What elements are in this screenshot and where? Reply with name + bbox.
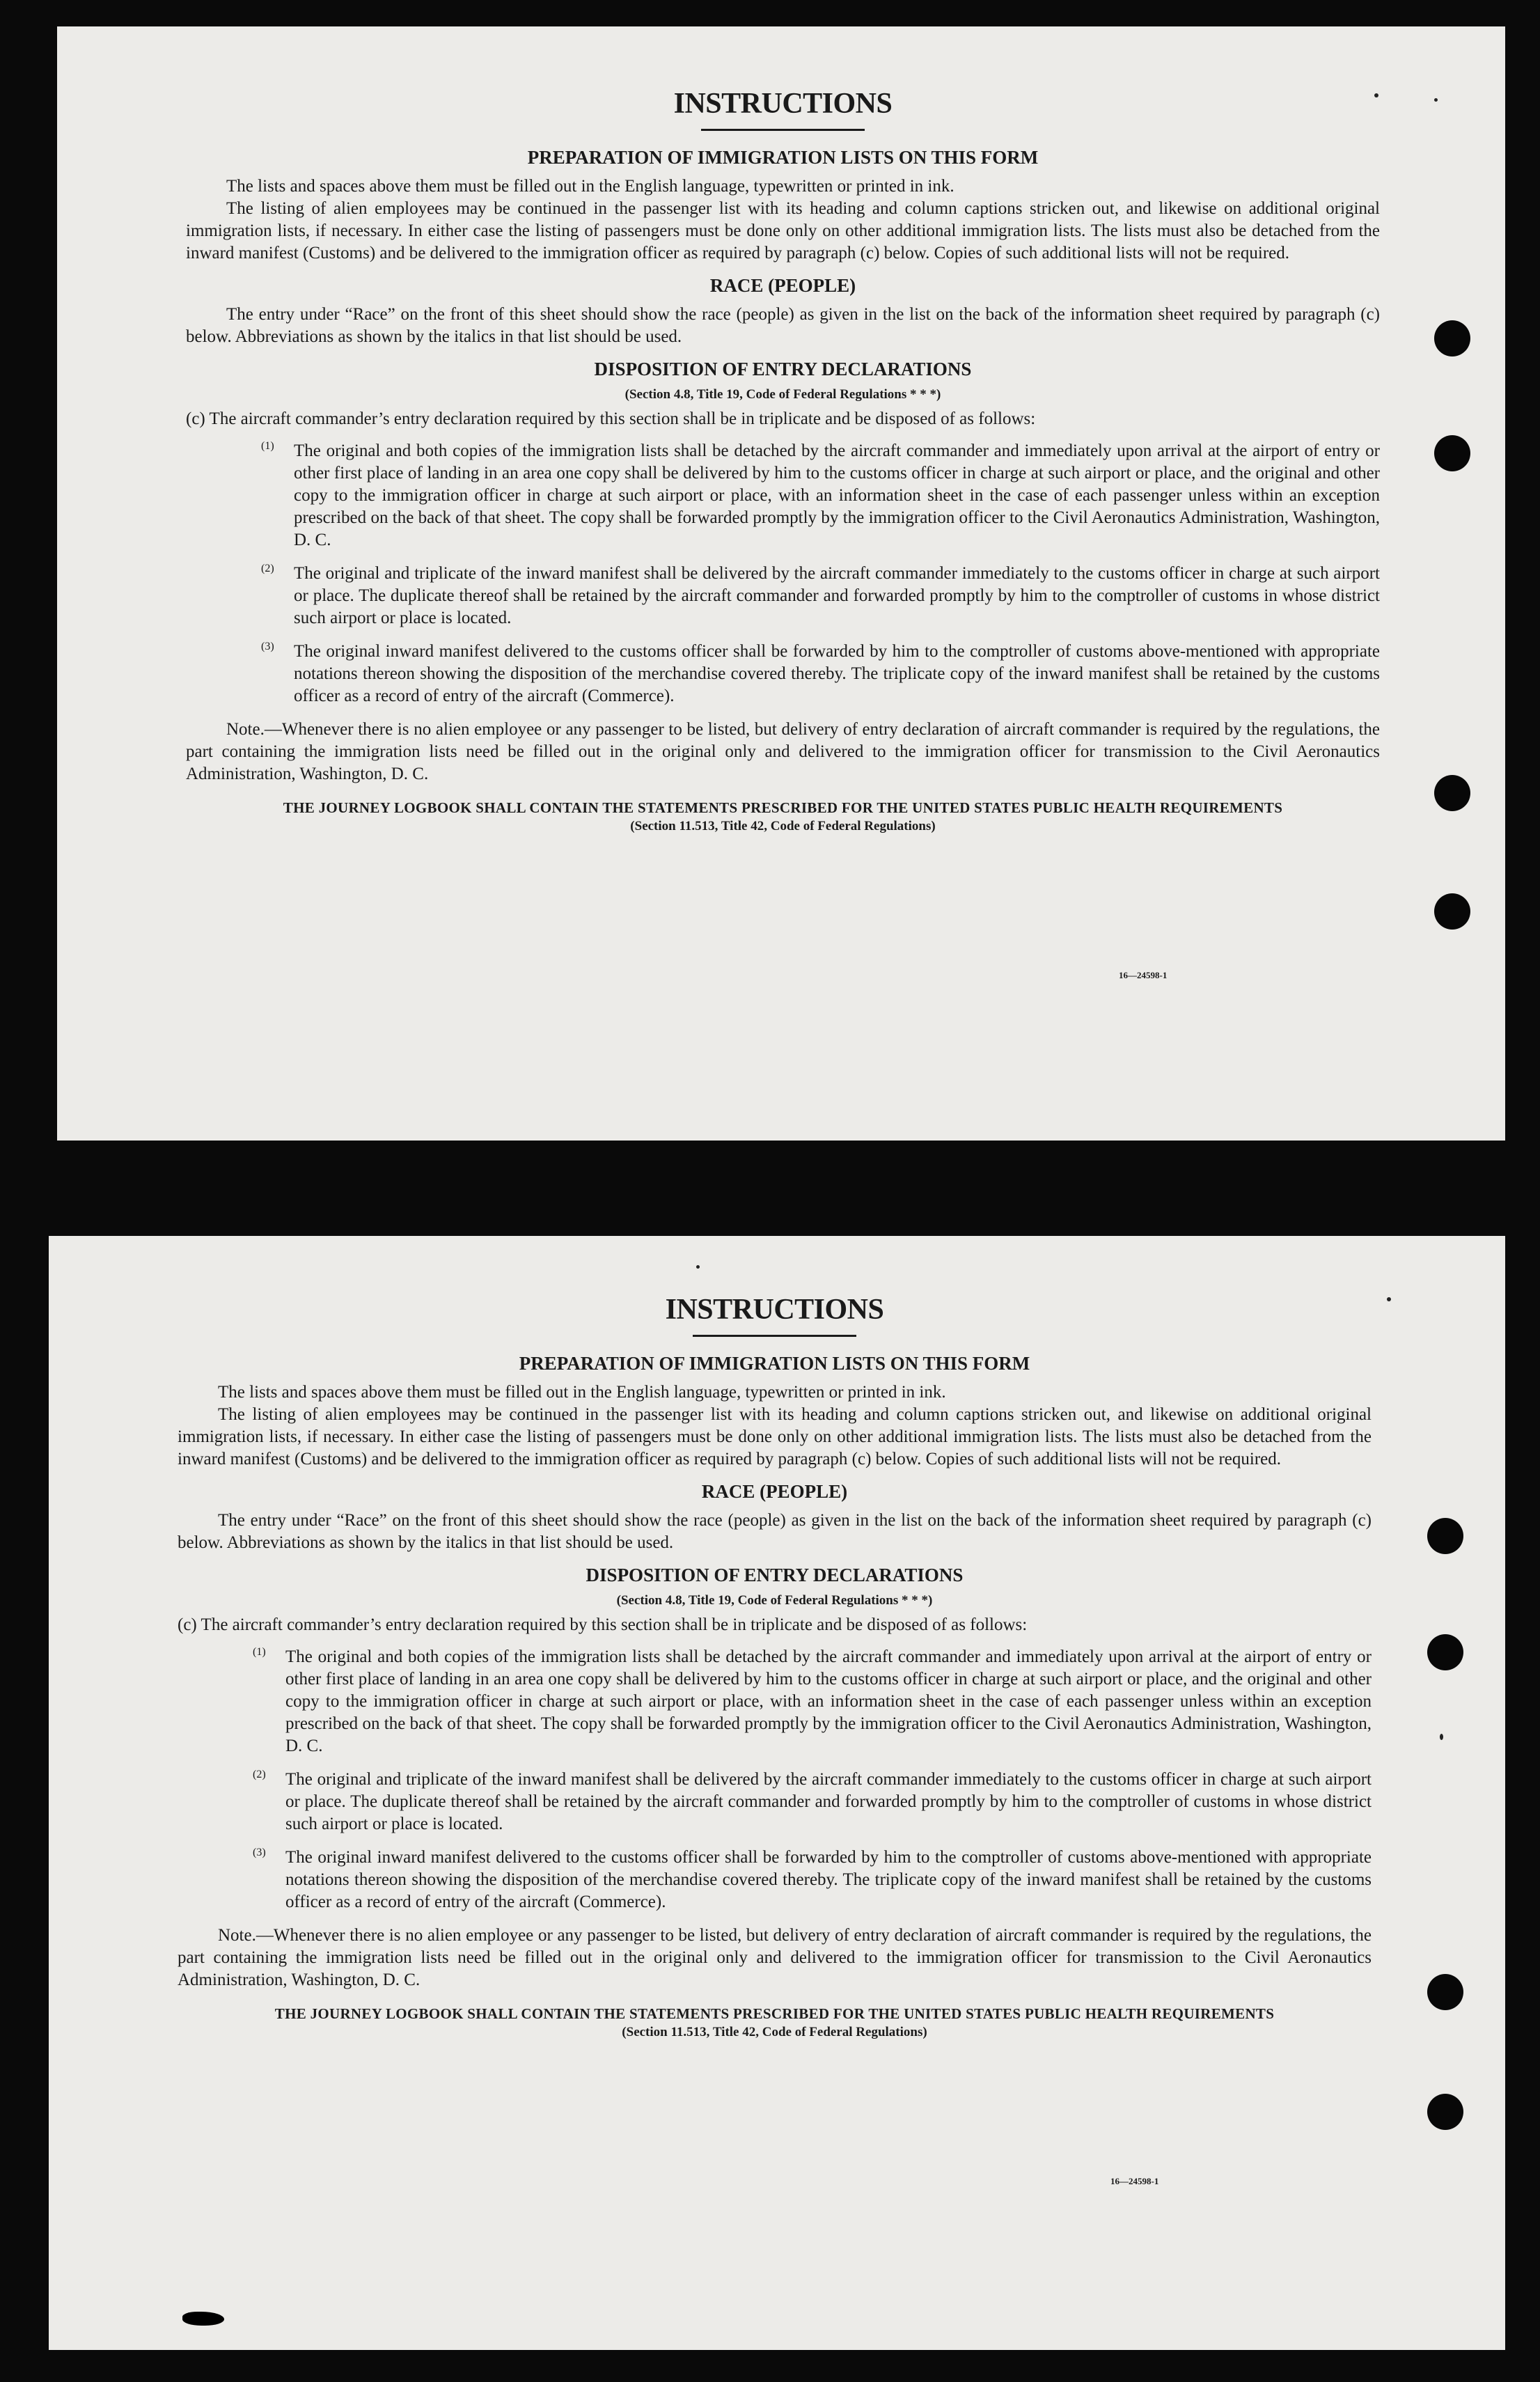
form-number: 16—24598-1 [1119,970,1168,980]
note-paragraph: Note.—Whenever there is no alien employee or any passenger to be listed, but delivery of entry declaration of aircraft commander is required by the regulations, the part containing the immigration lists need be filled out in the original only and delivered to the immigration officer for transmission to the Civil Aeronautics Administration, Washington, D. C. [178,1926,1372,1989]
document-sheet-top [57,26,1505,1141]
section-heading-disposition: DISPOSITION OF ENTRY DECLARATIONS [586,1565,964,1585]
section-heading-race: RACE (PEOPLE) [709,275,856,296]
health-requirements-heading: THE JOURNEY LOGBOOK SHALL CONTAIN THE STATEMENTS PRESCRIBED FOR THE UNITED STATES PUBLIC HEALTH REQUIREMENTS [283,799,1283,816]
punch-hole-icon [1427,2094,1463,2130]
punch-hole-icon [1427,1518,1463,1554]
list-item [178,1769,1372,1835]
document-sheet-bottom [49,1236,1505,2350]
list-item-number: (2) [253,1769,266,1780]
list-item [178,1646,1372,1757]
punch-hole-icon [1427,1634,1463,1670]
page-title: INSTRUCTIONS [665,1294,884,1326]
list-item-number: (3) [261,641,274,652]
paragraph-prep-2: The listing of alien employees may be continued in the passenger list with its heading and column captions stricken out, and likewise on additional original immigration lists, if necessary. In either case the listing of passengers must be done only on other additional immigration lists. The lists must also be detached from the inward manifest (Customs) and be delivered to the immigration officer as required by paragraph (c) below. Copies of such additional lists will not be required. [186,199,1380,263]
list-item-number: (1) [253,1646,266,1658]
punch-hole-icon [1434,775,1470,811]
sheet-content [178,1292,1372,2042]
list-item-text: The original and triplicate of the inward manifest shall be delivered by the aircraft commander immediately to the customs officer in charge at such airport or place. The duplicate thereof shall be retained by the aircraft commander and forwarded promptly by him to the comptroller of customs in whose district such airport or place is located. [294,564,1380,627]
paragraph-c: (c) The aircraft commander’s entry declaration required by this section shall be in triplicate and be disposed of as follows: [186,409,1036,428]
punch-hole-icon [1427,1974,1463,2010]
speck-icon [696,1265,700,1269]
list-item-number: (3) [253,1847,266,1858]
speck-icon [1434,98,1438,102]
sheet-content [186,86,1380,836]
section-heading-race: RACE (PEOPLE) [701,1481,848,1502]
page-title: INSTRUCTIONS [673,88,893,120]
title-underline [693,1335,856,1337]
list-item [186,563,1380,629]
health-requirements-reference: (Section 11.513, Title 42, Code of Federal Regulations) [622,2025,927,2039]
list-item-text: The original inward manifest delivered to the customs officer shall be forwarded by him to the comptroller of customs above-mentioned with appropriate notations thereon showing the disposition of the merchandise covered thereby. The triplicate copy of the inward manifest shall be retained by the customs officer as a record of entry of the aircraft (Commerce). [294,642,1380,705]
form-number: 16—24598-1 [1110,2176,1159,2186]
list-item-text: The original and triplicate of the inward manifest shall be delivered by the aircraft commander immediately to the customs officer in charge at such airport or place. The duplicate thereof shall be retained by the aircraft commander and forwarded promptly by him to the comptroller of customs in whose district such airport or place is located. [285,1770,1372,1833]
paragraph-prep-1: The lists and spaces above them must be filled out in the English language, typewritten or printed in ink. [226,177,954,196]
list-item-text: The original inward manifest delivered to the customs officer shall be forwarded by him to the comptroller of customs above-mentioned with appropriate notations thereon showing the disposition of the merchandise covered thereby. The triplicate copy of the inward manifest shall be retained by the customs officer as a record of entry of the aircraft (Commerce). [285,1848,1372,1911]
section-reference: (Section 4.8, Title 19, Code of Federal Regulations * * *) [624,387,941,402]
list-item [178,1847,1372,1913]
punch-hole-icon [1434,893,1470,930]
paragraph-prep-1: The lists and spaces above them must be filled out in the English language, typewritten or printed in ink. [218,1383,946,1402]
note-paragraph: Note.—Whenever there is no alien employee or any passenger to be listed, but delivery of entry declaration of aircraft commander is required by the regulations, the part containing the immigration lists need be filled out in the original only and delivered to the immigration officer for transmission to the Civil Aeronautics Administration, Washington, D. C. [186,720,1380,783]
list-item-text: The original and both copies of the immigration lists shall be detached by the aircraft commander and immediately upon arrival at the airport of entry or other first place of landing in an area one copy shall be delivered by him to the customs officer in charge at such airport or place, and the original and other copy to the immigration officer in charge at such airport or place, with an information sheet in the case of each passenger unless within an exception prescribed on the back of that sheet. The copy shall be forwarded promptly by the immigration officer to the Civil Aeronautics Administration, Washington, D. C. [294,441,1380,549]
list-item-number: (1) [261,440,274,452]
health-requirements-heading: THE JOURNEY LOGBOOK SHALL CONTAIN THE STATEMENTS PRESCRIBED FOR THE UNITED STATES PUBLIC HEALTH REQUIREMENTS [274,2005,1275,2022]
punch-hole-icon [1434,435,1470,471]
speck-icon [1374,93,1378,97]
punch-hole-icon [1434,320,1470,356]
paragraph-prep-2: The listing of alien employees may be continued in the passenger list with its heading and column captions stricken out, and likewise on additional original immigration lists, if necessary. In either case the listing of passengers must be done only on other additional immigration lists. The lists must also be detached from the inward manifest (Customs) and be delivered to the immigration officer as required by paragraph (c) below. Copies of such additional lists will not be required. [178,1405,1372,1468]
speck-icon [1387,1297,1391,1301]
paragraph-c: (c) The aircraft commander’s entry declaration required by this section shall be in triplicate and be disposed of as follows: [178,1615,1028,1634]
section-heading-disposition: DISPOSITION OF ENTRY DECLARATIONS [594,359,972,379]
list-item [186,641,1380,707]
section-heading-preparation: PREPARATION OF IMMIGRATION LISTS ON THIS FORM [527,147,1039,168]
list-item [186,440,1380,551]
health-requirements-reference: (Section 11.513, Title 42, Code of Federal Regulations) [630,819,936,833]
paragraph-race: The entry under “Race” on the front of this sheet should show the race (people) as given in the list on the back of the information sheet required by paragraph (c) below. Abbreviations as shown by the italics in that list should be used. [186,305,1380,346]
list-item-text: The original and both copies of the immigration lists shall be detached by the aircraft commander and immediately upon arrival at the airport of entry or other first place of landing in an area one copy shall be delivered by him to the customs officer in charge at such airport or place, and the original and other copy to the immigration officer in charge at such airport or place, with an information sheet in the case of each passenger unless within an exception prescribed on the back of that sheet. The copy shall be forwarded promptly by the immigration officer to the Civil Aeronautics Administration, Washington, D. C. [285,1647,1372,1755]
paragraph-race: The entry under “Race” on the front of this sheet should show the race (people) as given in the list on the back of the information sheet required by paragraph (c) below. Abbreviations as shown by the italics in that list should be used. [178,1511,1372,1552]
title-underline [701,129,865,131]
section-heading-preparation: PREPARATION OF IMMIGRATION LISTS ON THIS FORM [519,1353,1030,1374]
list-item-number: (2) [261,563,274,574]
section-reference: (Section 4.8, Title 19, Code of Federal Regulations * * *) [616,1593,933,1608]
speck-icon [1440,1734,1443,1740]
ink-blot-icon [182,2312,224,2326]
